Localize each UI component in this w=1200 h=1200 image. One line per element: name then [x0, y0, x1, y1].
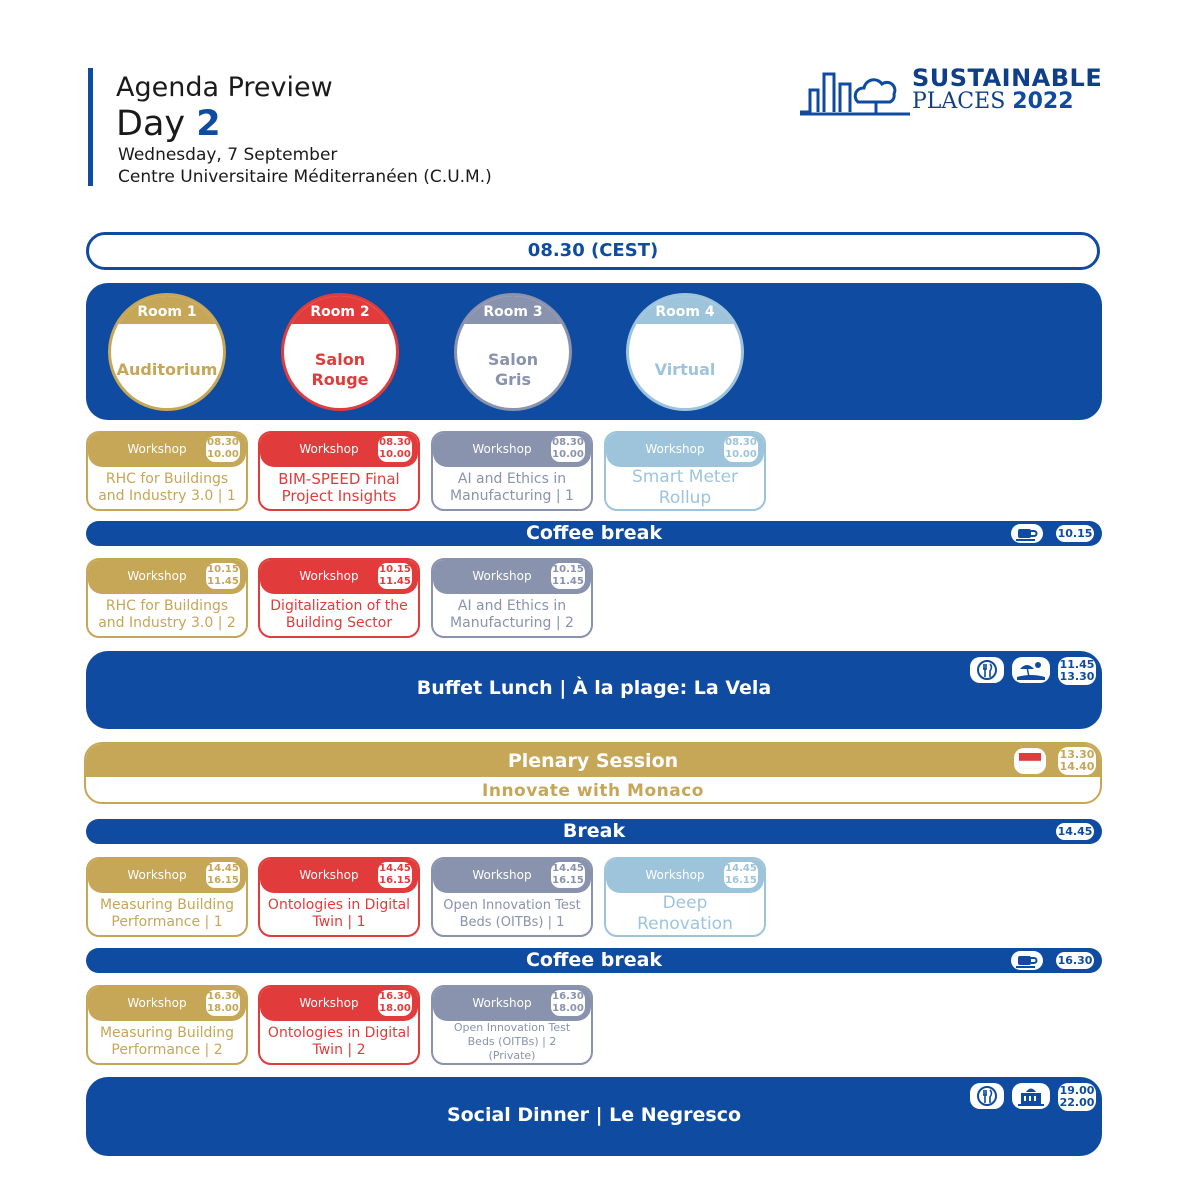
workshop-card[interactable]	[431, 857, 593, 937]
coffee-break-label: Coffee break	[525, 522, 663, 544]
coffee-cup-icon	[1011, 524, 1043, 543]
logo-text-sustainable: SUSTAINABLE	[912, 64, 1103, 92]
lunch-bar	[86, 651, 1102, 729]
room-1-circle	[108, 293, 226, 411]
room-3-circle	[454, 293, 572, 411]
session-title: Ontologies in Digital Twin | 2	[267, 1025, 411, 1058]
workshop-card[interactable]	[86, 857, 248, 937]
session-title: Measuring Building Performance | 1	[99, 897, 235, 930]
workshop-card[interactable]	[86, 558, 248, 638]
workshop-label: Workshop	[299, 996, 359, 1010]
workshop-label: Workshop	[127, 996, 187, 1010]
session-title: RHC for Buildings and Industry 3.0 | 1	[98, 471, 236, 504]
workshop-card[interactable]	[604, 431, 766, 511]
workshop-card[interactable]	[431, 985, 593, 1065]
workshop-card[interactable]	[431, 558, 593, 638]
dinner-time: 19.00 22.00	[1059, 1084, 1095, 1109]
plenary-subtitle: Innovate with Monaco	[482, 781, 704, 801]
break-label: Break	[562, 820, 626, 842]
day-heading: Day 2	[116, 104, 221, 144]
session-time: 16.30 18.00	[207, 991, 239, 1014]
break-time: 14.45	[1057, 825, 1093, 838]
session-title: Open Innovation Test Beds (OITBs) | 2 (Private)	[453, 1021, 571, 1062]
session-time: 14.45 16.15	[379, 863, 411, 886]
session-time: 08.30 10.00	[552, 437, 584, 460]
workshop-label: Workshop	[299, 868, 359, 882]
room-2-name: Salon Rouge	[311, 350, 369, 389]
event-venue: Centre Universitaire Méditerranéen (C.U.M.)	[118, 167, 492, 187]
session-title: Measuring Building Performance | 2	[99, 1025, 235, 1058]
workshop-label: Workshop	[127, 442, 187, 456]
session-time: 08.30 10.00	[207, 437, 239, 460]
plenary-label: Plenary Session	[86, 744, 1100, 777]
session-time: 14.45 16.15	[207, 863, 239, 886]
room-1-name: Auditorium	[116, 360, 218, 379]
workshop-label: Workshop	[645, 442, 705, 456]
coffee-break-time: 16.30	[1057, 954, 1093, 967]
workshop-card[interactable]	[258, 558, 420, 638]
session-title: BIM-SPEED Final Project Insights	[278, 470, 400, 505]
event-date: Wednesday, 7 September	[118, 145, 338, 165]
logo-text-places: PLACES 2022	[912, 89, 1074, 114]
session-time: 10.15 11.45	[552, 564, 584, 587]
session-time: 14.45 16.15	[725, 863, 757, 886]
session-time: 16.30 18.00	[379, 991, 411, 1014]
coffee-break-bar	[86, 521, 1102, 546]
workshop-label: Workshop	[299, 442, 359, 456]
room-4-circle	[626, 293, 744, 411]
building-icon	[1012, 1083, 1050, 1109]
plenary-session	[84, 742, 1102, 804]
cutlery-icon	[970, 657, 1004, 683]
session-title: AI and Ethics in Manufacturing | 2	[450, 598, 574, 631]
plenary-time: 13.30 14.40	[1059, 748, 1095, 773]
coffee-cup-icon	[1011, 951, 1043, 970]
workshop-card[interactable]	[86, 431, 248, 511]
workshop-label: Workshop	[127, 569, 187, 583]
workshop-card[interactable]	[431, 431, 593, 511]
session-title: RHC for Buildings and Industry 3.0 | 2	[98, 598, 236, 631]
coffee-break-bar	[86, 948, 1102, 973]
dinner-bar	[86, 1077, 1102, 1156]
session-title: Smart Meter Rollup	[631, 467, 739, 508]
workshop-label: Workshop	[472, 442, 532, 456]
lunch-time: 11.45 13.30	[1059, 658, 1095, 683]
workshop-label: Workshop	[645, 868, 705, 882]
workshop-card[interactable]	[604, 857, 766, 937]
room-1-label: Room 1	[111, 296, 223, 324]
session-time: 08.30 10.00	[725, 437, 757, 460]
coffee-break-label: Coffee break	[525, 949, 663, 971]
session-time: 08.30 10.00	[379, 437, 411, 460]
start-time-bar: 08.30 (CEST)	[86, 232, 1100, 270]
workshop-card[interactable]	[86, 985, 248, 1065]
session-title: Deep Renovation	[637, 893, 733, 934]
workshop-label: Workshop	[472, 569, 532, 583]
workshop-card[interactable]	[258, 431, 420, 511]
room-2-circle	[281, 293, 399, 411]
session-title: Open Innovation Test Beds (OITBs) | 1	[443, 898, 581, 930]
room-4-name: Virtual	[654, 360, 716, 379]
session-title: AI and Ethics in Manufacturing | 1	[450, 471, 574, 504]
page-title: Agenda Preview	[116, 72, 333, 103]
workshop-card[interactable]	[258, 985, 420, 1065]
session-title: Digitalization of the Building Sector	[270, 598, 408, 631]
dinner-label: Social Dinner | Le Negresco	[446, 1104, 742, 1126]
session-title: Ontologies in Digital Twin | 1	[267, 897, 411, 930]
cutlery-icon	[970, 1083, 1004, 1109]
header-accent-bar	[88, 68, 93, 186]
workshop-label: Workshop	[472, 996, 532, 1010]
workshop-card[interactable]	[258, 857, 420, 937]
workshop-label: Workshop	[299, 569, 359, 583]
lunch-label: Buffet Lunch | À la plage: La Vela	[416, 677, 772, 699]
workshop-label: Workshop	[127, 868, 187, 882]
session-time: 10.15 11.45	[379, 564, 411, 587]
session-time: 16.30 18.00	[552, 991, 584, 1014]
room-4-label: Room 4	[629, 296, 741, 324]
room-2-label: Room 2	[284, 296, 396, 324]
session-time: 10.15 11.45	[207, 564, 239, 587]
session-time: 14.45 16.15	[552, 863, 584, 886]
monaco-flag-icon	[1014, 748, 1046, 774]
rooms-panel	[86, 283, 1102, 420]
room-3-name: Salon Gris	[487, 350, 539, 389]
break-bar	[86, 819, 1102, 844]
room-3-label: Room 3	[457, 296, 569, 324]
workshop-label: Workshop	[472, 868, 532, 882]
beach-icon	[1012, 657, 1050, 683]
coffee-break-time: 10.15	[1057, 527, 1093, 540]
